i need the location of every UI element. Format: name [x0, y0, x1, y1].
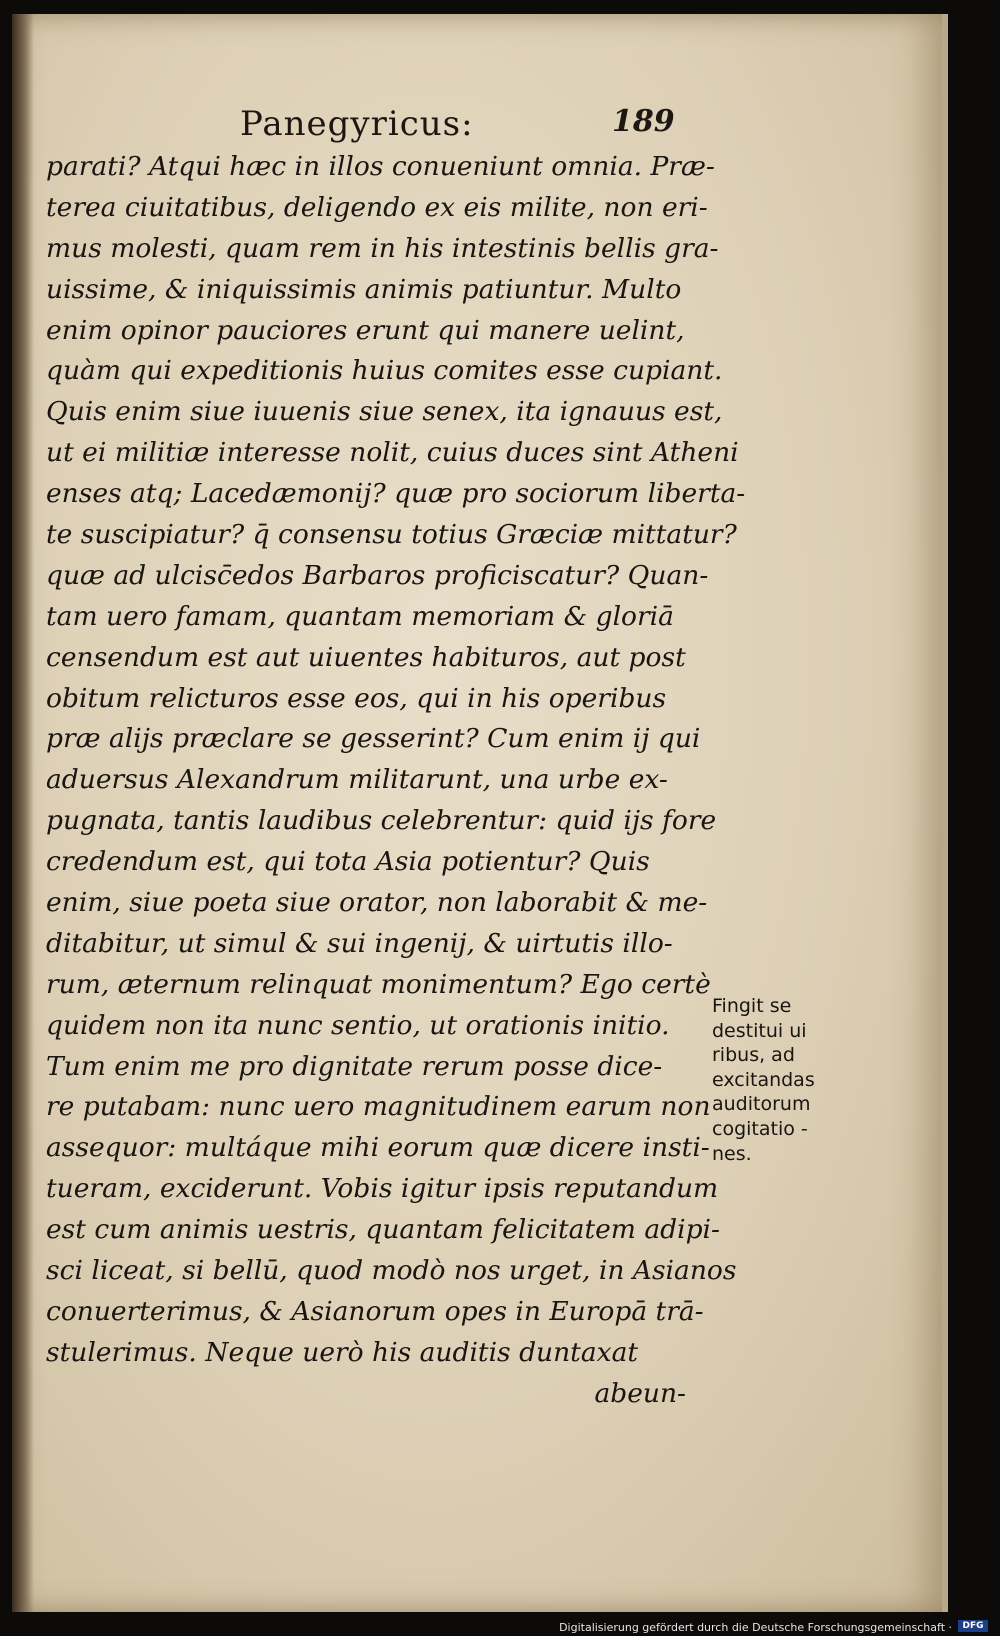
text-line: præ alijs præclare se gesserint? Cum enim ij qui	[46, 723, 701, 755]
margin-note-line: cogitatio -	[712, 1117, 808, 1140]
catchword: abeun-	[594, 1377, 686, 1409]
text-line: censendum est aut uiuentes habituros, aut post	[46, 641, 686, 673]
margin-note-line: auditorum	[712, 1093, 811, 1116]
text-line: terea ciuitatibus, deligendo ex eis milite, non eri-	[46, 191, 708, 223]
text-line: est cum animis uestris, quantam felicitatem adipi-	[46, 1214, 720, 1246]
text-line: quidem non ita nunc sentio, ut orationis initio.	[46, 1009, 670, 1041]
text-line: tueram, exciderunt. Vobis igitur ipsis reputandum	[46, 1173, 719, 1205]
running-title: Panegyricus:	[240, 104, 474, 144]
margin-note-line: ribus, ad	[712, 1044, 795, 1067]
funding-credit: Digitalisierung gefördert durch die Deutsche Forschungsgemeinschaft ·	[559, 1621, 952, 1634]
text-line: te suscipiatur? q̄ consensu totius Græciæ mittatur?	[46, 519, 737, 551]
dfg-logo-icon: DFG	[958, 1620, 988, 1632]
page-gutter	[12, 14, 34, 1612]
text-line: sci liceat, si bellū, quod modò nos urget, in Asianos	[46, 1255, 737, 1287]
text-line: rum, æternum relinquat monimentum? Ego certè	[46, 968, 711, 1000]
text-line: obitum relicturos esse eos, qui in his operibus	[46, 682, 667, 714]
page-number: 189	[612, 104, 675, 139]
text-line: parati? Atqui hæc in illos conueniunt omnia. Præ-	[46, 151, 715, 182]
text-line: pugnata, tantis laudibus celebrentur: quid ijs fore	[46, 805, 717, 837]
text-line: uissime, & iniquissimis animis patiuntur. Multo	[46, 273, 682, 305]
text-line: stulerimus. Neque uerò his auditis duntaxat	[46, 1336, 639, 1368]
text-line: re putabam: nunc uero magnitudinem earum non	[46, 1091, 711, 1123]
text-line: Tum enim me pro dignitate rerum posse dice-	[46, 1050, 663, 1082]
book-page	[12, 14, 948, 1612]
margin-note-line: excitandas	[712, 1068, 815, 1091]
text-line: tam uero famam, quantam memoriam & gloriā	[46, 600, 674, 632]
text-line: ditabitur, ut simul & sui ingenij, & uirtutis illo-	[46, 927, 673, 959]
text-line: enim, siue poeta siue orator, non laborabit & me-	[46, 887, 708, 919]
margin-note-line: destitui ui	[712, 1019, 807, 1042]
text-line: mus molesti, quam rem in his intestinis bellis gra-	[46, 232, 719, 264]
text-line: credendum est, qui tota Asia potientur? Quis	[46, 846, 650, 878]
text-line: Quis enim siue iuuenis siue senex, ita ignauus est,	[46, 396, 723, 428]
text-line: ut ei militiæ interesse nolit, cuius duces sint Atheni	[46, 437, 739, 469]
margin-note-line: nes.	[712, 1142, 752, 1165]
text-line: enses atq; Lacedæmonij? quæ pro sociorum liberta-	[46, 478, 746, 510]
text-line: quàm qui expeditionis huius comites esse cupiant.	[46, 355, 723, 387]
text-line: quæ ad ulcisc̄edos Barbaros proficiscatur? Quan-	[46, 559, 709, 591]
text-line: assequor: multáque mihi eorum quæ dicere insti-	[46, 1132, 710, 1164]
text-line: aduersus Alexandrum militarunt, una urbe ex-	[46, 764, 668, 796]
margin-note-line: Fingit se	[712, 995, 792, 1017]
text-line: conuerterimus, & Asianorum opes in Europā trā-	[46, 1295, 704, 1327]
margin-note	[712, 994, 815, 1166]
text-line: enim opinor pauciores erunt qui manere uelint,	[46, 314, 685, 346]
